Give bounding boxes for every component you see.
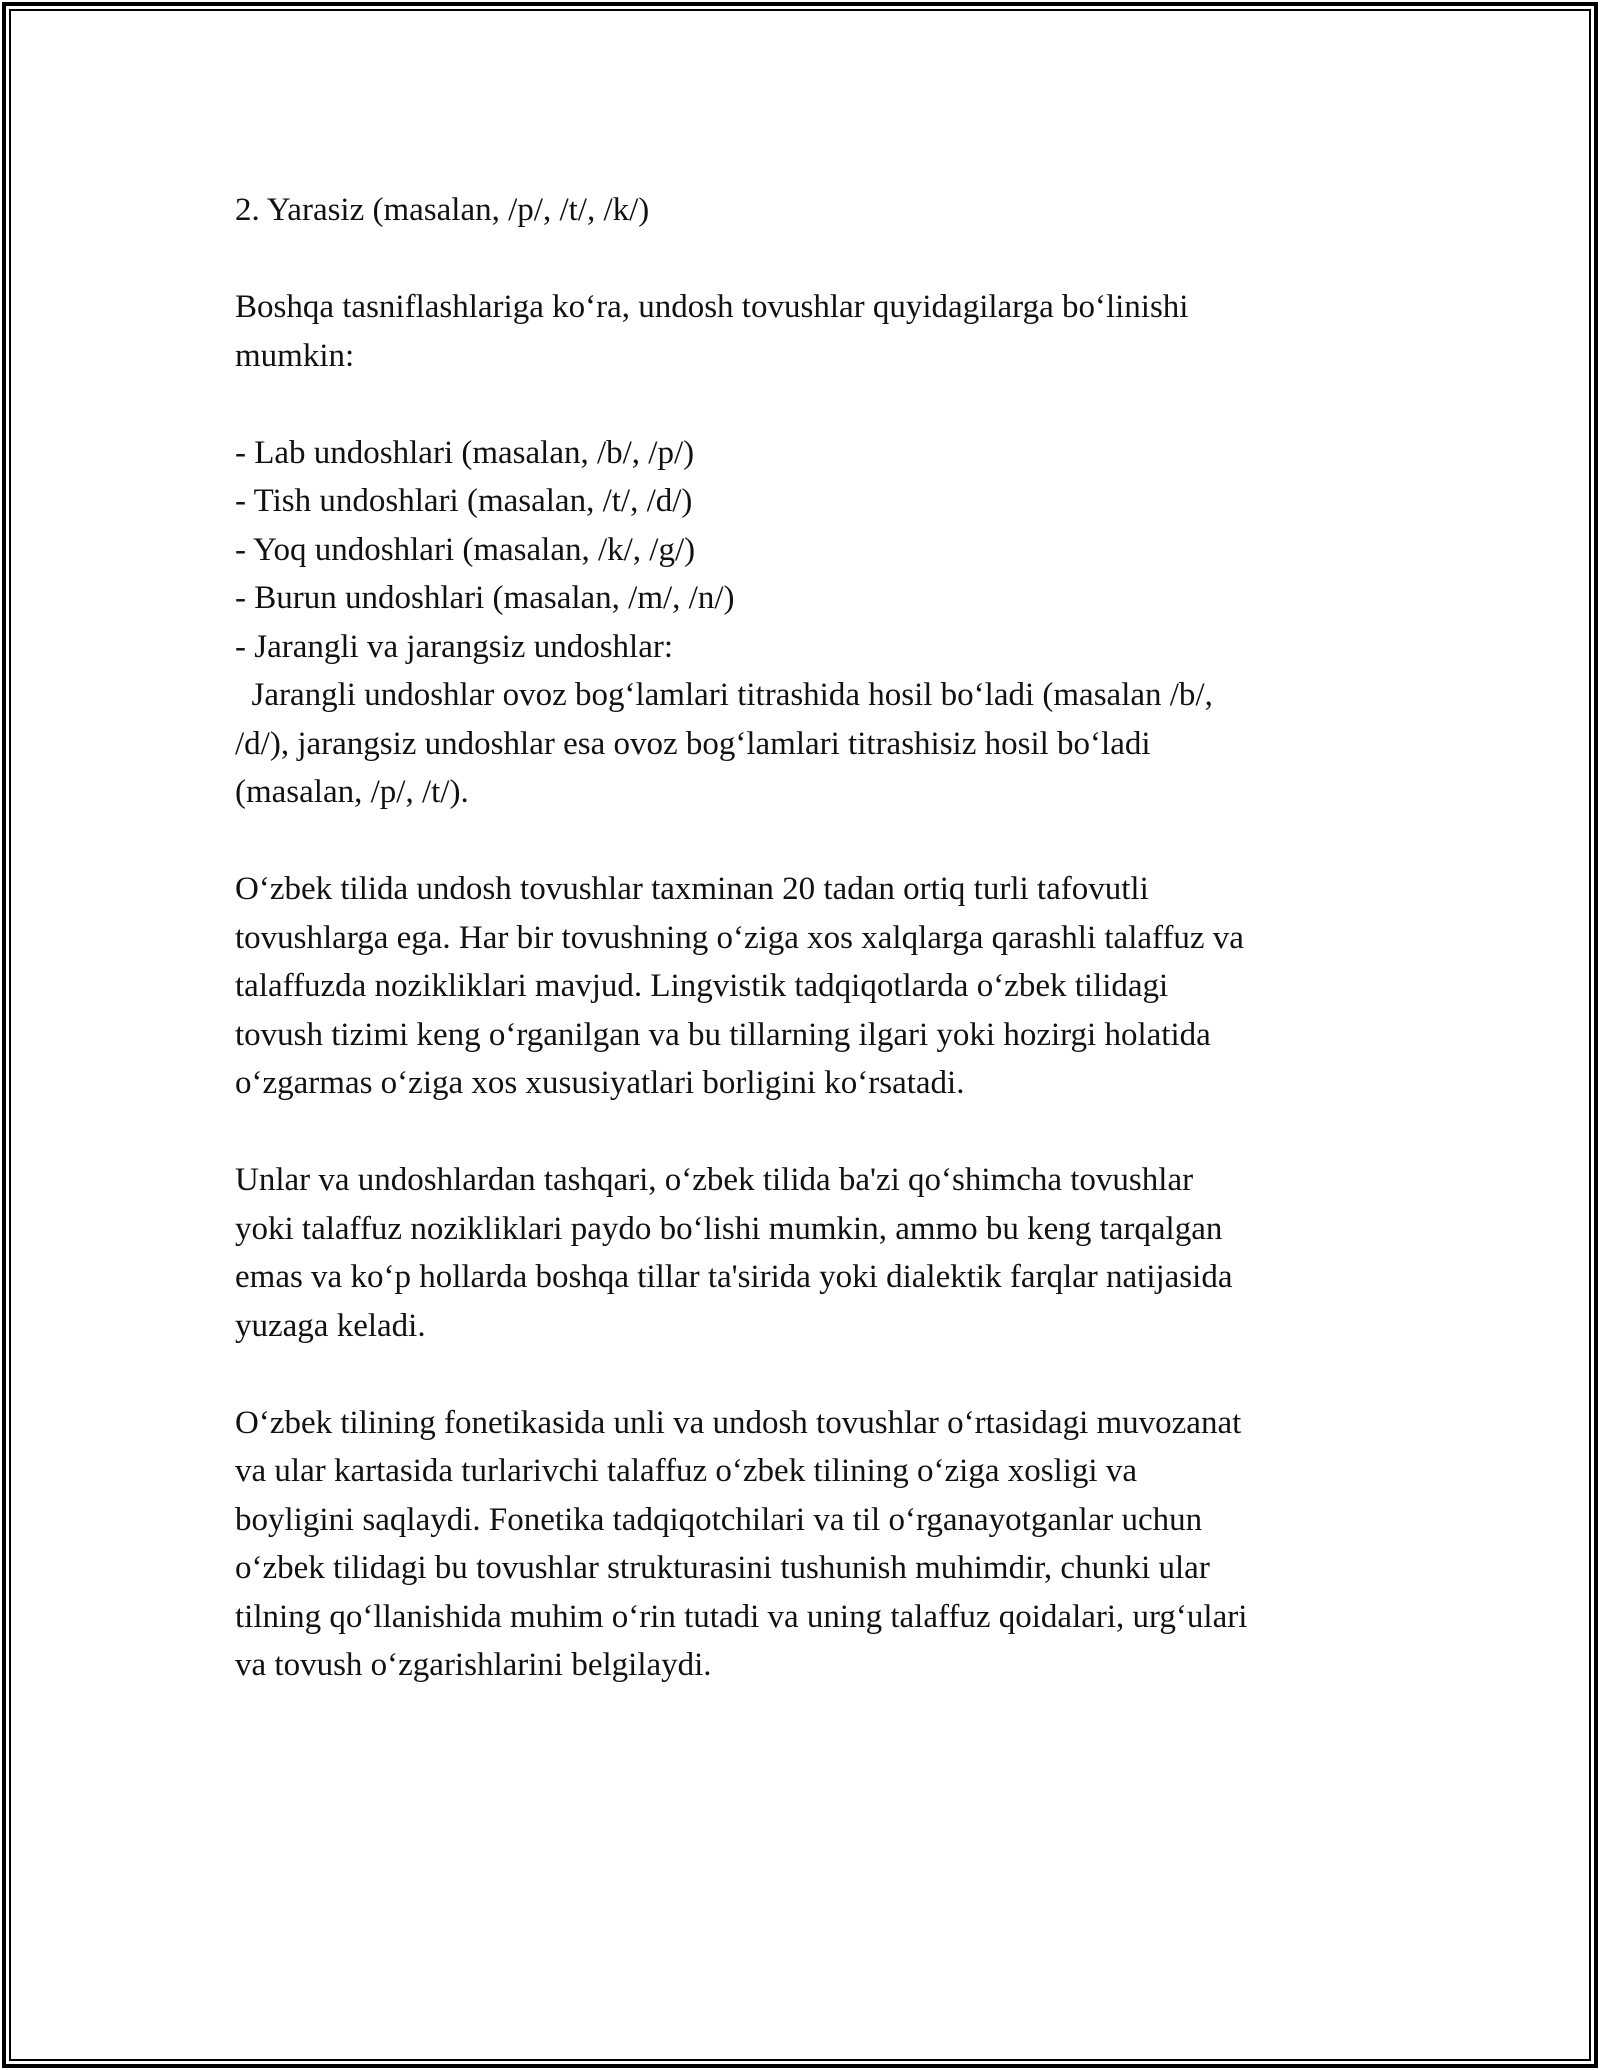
text-line: va ular kartasida turlarivchi talaffuz o‘zbek tilining o‘ziga xosligi va xyxy=(235,1453,1137,1489)
text-line: O‘zbek tilida undosh tovushlar taxminan 20 tadan ortiq turli tafovutli xyxy=(235,871,1149,907)
list-item: - Burun undoshlari (masalan, /m/, /n/) xyxy=(235,580,735,616)
text-line: O‘zbek tilining fonetikasida unli va undosh tovushlar o‘rtasidagi muvozanat xyxy=(235,1404,1242,1441)
list-item: - Yoq undoshlari (masalan, /k/, /g/) xyxy=(235,531,696,568)
list-item-detail: (masalan, /p/, /t/). xyxy=(235,774,469,810)
text-line: Unlar va undoshlardan tashqari, o‘zbek tilida ba'zi qo‘shimcha tovushlar xyxy=(235,1162,1194,1198)
list-item: - Jarangli va jarangsiz undoshlar: xyxy=(235,628,674,665)
heading-item xyxy=(235,186,1375,235)
text-line: o‘zbek tilidagi bu tovushlar strukturasini tushunish muhimdir, chunki ular xyxy=(235,1550,1210,1586)
intro-paragraph xyxy=(235,283,1375,380)
text-line: yuzaga keladi. xyxy=(235,1307,426,1344)
text-line: emas va ko‘p hollarda boshqa tillar ta'sirida yoki dialektik farqlar natijasida xyxy=(235,1259,1233,1295)
list-item-detail: /d/), jarangsiz undoshlar esa ovoz bog‘lamlari titrashisiz hosil bo‘ladi xyxy=(235,725,1151,762)
text-line: talaffuzda nozikliklari mavjud. Lingvistik tadqiqotlarda o‘zbek tilidagi xyxy=(235,968,1169,1004)
text-line: tilning qo‘llanishida muhim o‘rin tutadi va uning talaffuz qoidalari, urg‘ulari xyxy=(235,1598,1248,1635)
text-line: mumkin: xyxy=(235,337,355,374)
paragraph-1 xyxy=(235,865,1375,1108)
document-body xyxy=(235,186,1375,1738)
text-line: va tovush o‘zgarishlarini belgilaydi. xyxy=(235,1647,712,1683)
text-line: tovushlarga ega. Har bir tovushning o‘ziga xos xalqlarga qarashli talaffuz va xyxy=(235,919,1244,956)
paragraph-2 xyxy=(235,1156,1375,1350)
text-line: Boshqa tasniflashlariga ko‘ra, undosh tovushlar quyidagilarga bo‘linishi xyxy=(235,289,1189,325)
consonant-list xyxy=(235,429,1375,817)
text-line: boyligini saqlaydi. Fonetika tadqiqotchilari va til o‘rganayotganlar uchun xyxy=(235,1501,1203,1538)
list-item: - Lab undoshlari (masalan, /b/, /p/) xyxy=(235,434,695,471)
text-line: 2. Yarasiz (masalan, /p/, /t/, /k/) xyxy=(235,192,650,228)
list-item-detail: Jarangli undoshlar ovoz bog‘lamlari titrashida hosil bo‘ladi (masalan /b/, xyxy=(235,677,1213,713)
list-item: - Tish undoshlari (masalan, /t/, /d/) xyxy=(235,483,693,519)
text-line: o‘zgarmas o‘ziga xos xususiyatlari borligini ko‘rsatadi. xyxy=(235,1065,965,1101)
text-line: yoki talaffuz nozikliklari paydo bo‘lishi mumkin, ammo bu keng tarqalgan xyxy=(235,1210,1223,1247)
text-line: tovush tizimi keng o‘rganilgan va bu tillarning ilgari yoki hozirgi holatida xyxy=(235,1016,1211,1053)
paragraph-3 xyxy=(235,1399,1375,1690)
